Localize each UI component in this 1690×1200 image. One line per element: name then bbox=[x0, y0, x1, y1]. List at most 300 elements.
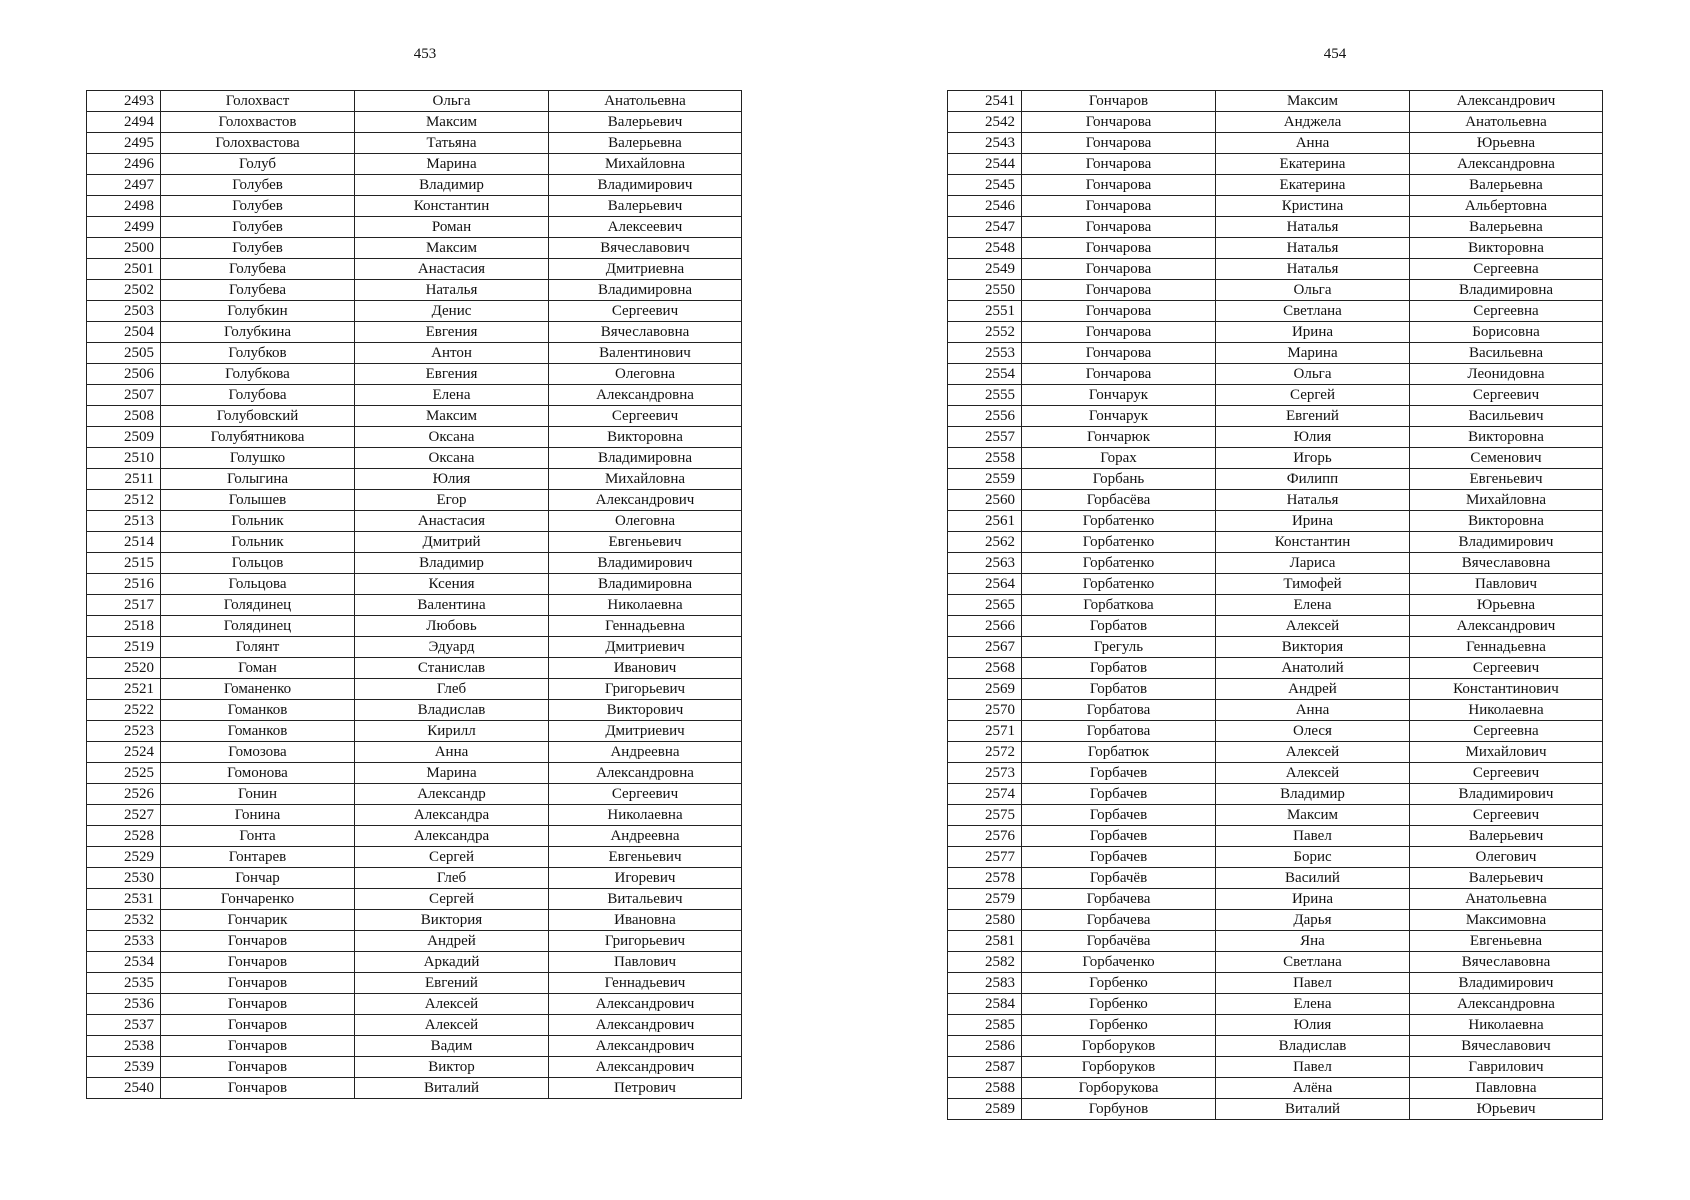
table-row bbox=[948, 553, 1603, 574]
last-name-cell: Гомозова bbox=[161, 742, 355, 763]
last-name-cell: Горбачев bbox=[1022, 847, 1216, 868]
table-row bbox=[87, 553, 742, 574]
last-name-cell: Горбунов bbox=[1022, 1099, 1216, 1120]
patronymic-cell: Михайлович bbox=[1410, 742, 1603, 763]
first-name-cell: Егор bbox=[355, 490, 549, 511]
patronymic-cell: Вячеславовна bbox=[1410, 952, 1603, 973]
table-row bbox=[87, 700, 742, 721]
table-row bbox=[87, 805, 742, 826]
table-row bbox=[948, 658, 1603, 679]
patronymic-cell: Михайловна bbox=[549, 154, 742, 175]
row-number-cell: 2586 bbox=[948, 1036, 1022, 1057]
patronymic-cell: Валерьевич bbox=[1410, 868, 1603, 889]
last-name-cell: Гончаров bbox=[161, 1015, 355, 1036]
first-name-cell: Светлана bbox=[1216, 301, 1410, 322]
first-name-cell: Оксана bbox=[355, 448, 549, 469]
row-number-cell: 2518 bbox=[87, 616, 161, 637]
first-name-cell: Кристина bbox=[1216, 196, 1410, 217]
last-name-cell: Горбенко bbox=[1022, 1015, 1216, 1036]
last-name-cell: Голубовский bbox=[161, 406, 355, 427]
first-name-cell: Анна bbox=[355, 742, 549, 763]
row-number-cell: 2502 bbox=[87, 280, 161, 301]
patronymic-cell: Александрович bbox=[549, 490, 742, 511]
last-name-cell: Гончаров bbox=[1022, 91, 1216, 112]
table-row bbox=[948, 1036, 1603, 1057]
patronymic-cell: Валентинович bbox=[549, 343, 742, 364]
table-row bbox=[948, 721, 1603, 742]
register-table-body bbox=[87, 91, 742, 1099]
last-name-cell: Горбачев bbox=[1022, 805, 1216, 826]
table-row bbox=[948, 91, 1603, 112]
table-row bbox=[948, 700, 1603, 721]
last-name-cell: Гончарова bbox=[1022, 175, 1216, 196]
patronymic-cell: Сергеевич bbox=[549, 784, 742, 805]
first-name-cell: Анна bbox=[1216, 700, 1410, 721]
last-name-cell: Голубкина bbox=[161, 322, 355, 343]
patronymic-cell: Вячеславович bbox=[549, 238, 742, 259]
first-name-cell: Наталья bbox=[1216, 490, 1410, 511]
patronymic-cell: Дмитриевич bbox=[549, 721, 742, 742]
row-number-cell: 2507 bbox=[87, 385, 161, 406]
first-name-cell: Максим bbox=[355, 406, 549, 427]
row-number-cell: 2542 bbox=[948, 112, 1022, 133]
row-number-cell: 2525 bbox=[87, 763, 161, 784]
table-row bbox=[87, 91, 742, 112]
row-number-cell: 2569 bbox=[948, 679, 1022, 700]
row-number-cell: 2572 bbox=[948, 742, 1022, 763]
patronymic-cell: Борисовна bbox=[1410, 322, 1603, 343]
row-number-cell: 2585 bbox=[948, 1015, 1022, 1036]
last-name-cell: Горбатова bbox=[1022, 721, 1216, 742]
row-number-cell: 2570 bbox=[948, 700, 1022, 721]
row-number-cell: 2513 bbox=[87, 511, 161, 532]
table-row bbox=[948, 343, 1603, 364]
row-number-cell: 2493 bbox=[87, 91, 161, 112]
patronymic-cell: Валерьевна bbox=[1410, 217, 1603, 238]
table-row bbox=[948, 448, 1603, 469]
row-number-cell: 2497 bbox=[87, 175, 161, 196]
first-name-cell: Марина bbox=[355, 154, 549, 175]
first-name-cell: Елена bbox=[355, 385, 549, 406]
last-name-cell: Гончарова bbox=[1022, 154, 1216, 175]
last-name-cell: Горборуков bbox=[1022, 1036, 1216, 1057]
table-row bbox=[87, 322, 742, 343]
row-number-cell: 2537 bbox=[87, 1015, 161, 1036]
row-number-cell: 2584 bbox=[948, 994, 1022, 1015]
row-number-cell: 2529 bbox=[87, 847, 161, 868]
first-name-cell: Марина bbox=[355, 763, 549, 784]
table-row bbox=[948, 679, 1603, 700]
first-name-cell: Елена bbox=[1216, 994, 1410, 1015]
table-row bbox=[948, 490, 1603, 511]
patronymic-cell: Сергеевич bbox=[1410, 658, 1603, 679]
patronymic-cell: Владимировна bbox=[549, 448, 742, 469]
last-name-cell: Горах bbox=[1022, 448, 1216, 469]
row-number-cell: 2531 bbox=[87, 889, 161, 910]
last-name-cell: Гончарова bbox=[1022, 238, 1216, 259]
table-row bbox=[948, 154, 1603, 175]
patronymic-cell: Вячеславовна bbox=[549, 322, 742, 343]
table-row bbox=[87, 1057, 742, 1078]
patronymic-cell: Викторовна bbox=[1410, 511, 1603, 532]
first-name-cell: Александра bbox=[355, 826, 549, 847]
first-name-cell: Валентина bbox=[355, 595, 549, 616]
row-number-cell: 2577 bbox=[948, 847, 1022, 868]
first-name-cell: Ольга bbox=[1216, 364, 1410, 385]
last-name-cell: Гончаров bbox=[161, 973, 355, 994]
first-name-cell: Юлия bbox=[1216, 427, 1410, 448]
patronymic-cell: Николаевна bbox=[549, 595, 742, 616]
last-name-cell: Гончарова bbox=[1022, 133, 1216, 154]
first-name-cell: Любовь bbox=[355, 616, 549, 637]
patronymic-cell: Николаевна bbox=[1410, 700, 1603, 721]
patronymic-cell: Евгеньевич bbox=[1410, 469, 1603, 490]
patronymic-cell: Валерьевич bbox=[549, 112, 742, 133]
patronymic-cell: Вячеславович bbox=[1410, 1036, 1603, 1057]
last-name-cell: Голохвастов bbox=[161, 112, 355, 133]
row-number-cell: 2516 bbox=[87, 574, 161, 595]
table-row bbox=[948, 847, 1603, 868]
table-row bbox=[87, 616, 742, 637]
row-number-cell: 2501 bbox=[87, 259, 161, 280]
row-number-cell: 2511 bbox=[87, 469, 161, 490]
first-name-cell: Сергей bbox=[355, 889, 549, 910]
first-name-cell: Анатолий bbox=[1216, 658, 1410, 679]
last-name-cell: Гончарова bbox=[1022, 301, 1216, 322]
row-number-cell: 2499 bbox=[87, 217, 161, 238]
table-row bbox=[948, 826, 1603, 847]
row-number-cell: 2578 bbox=[948, 868, 1022, 889]
patronymic-cell: Григорьевич bbox=[549, 931, 742, 952]
row-number-cell: 2522 bbox=[87, 700, 161, 721]
first-name-cell: Анастасия bbox=[355, 511, 549, 532]
last-name-cell: Гонина bbox=[161, 805, 355, 826]
last-name-cell: Гончар bbox=[161, 868, 355, 889]
last-name-cell: Голядинец bbox=[161, 595, 355, 616]
row-number-cell: 2498 bbox=[87, 196, 161, 217]
patronymic-cell: Викторовна bbox=[1410, 427, 1603, 448]
table-row bbox=[948, 532, 1603, 553]
patronymic-cell: Анатольевна bbox=[1410, 112, 1603, 133]
last-name-cell: Голубев bbox=[161, 238, 355, 259]
row-number-cell: 2568 bbox=[948, 658, 1022, 679]
row-number-cell: 2558 bbox=[948, 448, 1022, 469]
first-name-cell: Ирина bbox=[1216, 889, 1410, 910]
last-name-cell: Голубев bbox=[161, 175, 355, 196]
first-name-cell: Виктория bbox=[1216, 637, 1410, 658]
patronymic-cell: Константинович bbox=[1410, 679, 1603, 700]
first-name-cell: Станислав bbox=[355, 658, 549, 679]
first-name-cell: Ирина bbox=[1216, 511, 1410, 532]
patronymic-cell: Васильевич bbox=[1410, 406, 1603, 427]
row-number-cell: 2562 bbox=[948, 532, 1022, 553]
first-name-cell: Екатерина bbox=[1216, 154, 1410, 175]
register-table-body bbox=[948, 91, 1603, 1120]
patronymic-cell: Александрович bbox=[549, 1057, 742, 1078]
patronymic-cell: Александрович bbox=[1410, 616, 1603, 637]
table-row bbox=[87, 448, 742, 469]
last-name-cell: Гончарик bbox=[161, 910, 355, 931]
last-name-cell: Горборукова bbox=[1022, 1078, 1216, 1099]
last-name-cell: Грегуль bbox=[1022, 637, 1216, 658]
table-row bbox=[87, 385, 742, 406]
first-name-cell: Олеся bbox=[1216, 721, 1410, 742]
first-name-cell: Татьяна bbox=[355, 133, 549, 154]
table-row bbox=[87, 721, 742, 742]
patronymic-cell: Сергеевна bbox=[1410, 721, 1603, 742]
last-name-cell: Горбатенко bbox=[1022, 574, 1216, 595]
patronymic-cell: Ивановна bbox=[549, 910, 742, 931]
last-name-cell: Голубятникова bbox=[161, 427, 355, 448]
row-number-cell: 2560 bbox=[948, 490, 1022, 511]
row-number-cell: 2503 bbox=[87, 301, 161, 322]
row-number-cell: 2508 bbox=[87, 406, 161, 427]
patronymic-cell: Павлович bbox=[1410, 574, 1603, 595]
last-name-cell: Голубкин bbox=[161, 301, 355, 322]
row-number-cell: 2556 bbox=[948, 406, 1022, 427]
first-name-cell: Виктор bbox=[355, 1057, 549, 1078]
patronymic-cell: Александровна bbox=[1410, 994, 1603, 1015]
row-number-cell: 2589 bbox=[948, 1099, 1022, 1120]
row-number-cell: 2554 bbox=[948, 364, 1022, 385]
first-name-cell: Евгения bbox=[355, 322, 549, 343]
last-name-cell: Гольцов bbox=[161, 553, 355, 574]
table-row bbox=[948, 112, 1603, 133]
last-name-cell: Горбатенко bbox=[1022, 553, 1216, 574]
first-name-cell: Ольга bbox=[355, 91, 549, 112]
table-row bbox=[87, 427, 742, 448]
first-name-cell: Екатерина bbox=[1216, 175, 1410, 196]
last-name-cell: Гончарова bbox=[1022, 259, 1216, 280]
table-row bbox=[87, 574, 742, 595]
patronymic-cell: Владимирович bbox=[549, 553, 742, 574]
table-row bbox=[948, 742, 1603, 763]
row-number-cell: 2533 bbox=[87, 931, 161, 952]
table-row bbox=[87, 1036, 742, 1057]
table-row bbox=[948, 301, 1603, 322]
patronymic-cell: Николаевна bbox=[1410, 1015, 1603, 1036]
patronymic-cell: Михайловна bbox=[549, 469, 742, 490]
patronymic-cell: Евгеньевич bbox=[549, 532, 742, 553]
last-name-cell: Голубева bbox=[161, 259, 355, 280]
table-row bbox=[87, 784, 742, 805]
table-row bbox=[87, 511, 742, 532]
row-number-cell: 2541 bbox=[948, 91, 1022, 112]
row-number-cell: 2552 bbox=[948, 322, 1022, 343]
table-row bbox=[948, 994, 1603, 1015]
page-number: 454 bbox=[1323, 46, 1347, 62]
first-name-cell: Максим bbox=[355, 238, 549, 259]
table-row bbox=[87, 406, 742, 427]
table-row bbox=[948, 259, 1603, 280]
first-name-cell: Андрей bbox=[1216, 679, 1410, 700]
row-number-cell: 2527 bbox=[87, 805, 161, 826]
table-row bbox=[948, 910, 1603, 931]
table-row bbox=[948, 952, 1603, 973]
first-name-cell: Тимофей bbox=[1216, 574, 1410, 595]
table-row bbox=[87, 910, 742, 931]
first-name-cell: Владимир bbox=[355, 175, 549, 196]
last-name-cell: Горбаткова bbox=[1022, 595, 1216, 616]
patronymic-cell: Владимирович bbox=[1410, 973, 1603, 994]
last-name-cell: Гольник bbox=[161, 532, 355, 553]
last-name-cell: Голышев bbox=[161, 490, 355, 511]
table-row bbox=[87, 238, 742, 259]
first-name-cell: Аркадий bbox=[355, 952, 549, 973]
table-row bbox=[87, 679, 742, 700]
last-name-cell: Горбатюк bbox=[1022, 742, 1216, 763]
last-name-cell: Горбатенко bbox=[1022, 511, 1216, 532]
last-name-cell: Голянт bbox=[161, 637, 355, 658]
last-name-cell: Горбачев bbox=[1022, 826, 1216, 847]
row-number-cell: 2582 bbox=[948, 952, 1022, 973]
last-name-cell: Гоманков bbox=[161, 700, 355, 721]
first-name-cell: Вадим bbox=[355, 1036, 549, 1057]
row-number-cell: 2536 bbox=[87, 994, 161, 1015]
first-name-cell: Сергей bbox=[1216, 385, 1410, 406]
row-number-cell: 2528 bbox=[87, 826, 161, 847]
patronymic-cell: Петрович bbox=[549, 1078, 742, 1099]
first-name-cell: Константин bbox=[1216, 532, 1410, 553]
table-row bbox=[948, 1078, 1603, 1099]
patronymic-cell: Анатольевна bbox=[1410, 889, 1603, 910]
patronymic-cell: Юрьевна bbox=[1410, 595, 1603, 616]
first-name-cell: Евгения bbox=[355, 364, 549, 385]
row-number-cell: 2523 bbox=[87, 721, 161, 742]
row-number-cell: 2545 bbox=[948, 175, 1022, 196]
table-row bbox=[948, 763, 1603, 784]
row-number-cell: 2504 bbox=[87, 322, 161, 343]
first-name-cell: Кирилл bbox=[355, 721, 549, 742]
patronymic-cell: Сергеевич bbox=[1410, 805, 1603, 826]
patronymic-cell: Анатольевна bbox=[549, 91, 742, 112]
first-name-cell: Наталья bbox=[1216, 238, 1410, 259]
row-number-cell: 2583 bbox=[948, 973, 1022, 994]
row-number-cell: 2574 bbox=[948, 784, 1022, 805]
row-number-cell: 2532 bbox=[87, 910, 161, 931]
row-number-cell: 2510 bbox=[87, 448, 161, 469]
first-name-cell: Наталья bbox=[1216, 217, 1410, 238]
table-row bbox=[87, 364, 742, 385]
table-row bbox=[87, 595, 742, 616]
table-row bbox=[87, 532, 742, 553]
table-row bbox=[948, 175, 1603, 196]
last-name-cell: Голохваст bbox=[161, 91, 355, 112]
patronymic-cell: Валерьевна bbox=[549, 133, 742, 154]
last-name-cell: Гончаров bbox=[161, 1057, 355, 1078]
page-number: 453 bbox=[413, 46, 437, 62]
row-number-cell: 2546 bbox=[948, 196, 1022, 217]
table-row bbox=[948, 238, 1603, 259]
first-name-cell: Максим bbox=[355, 112, 549, 133]
row-number-cell: 2517 bbox=[87, 595, 161, 616]
last-name-cell: Горбенко bbox=[1022, 994, 1216, 1015]
first-name-cell: Евгений bbox=[355, 973, 549, 994]
last-name-cell: Горбатенко bbox=[1022, 532, 1216, 553]
row-number-cell: 2555 bbox=[948, 385, 1022, 406]
table-row bbox=[87, 742, 742, 763]
row-number-cell: 2566 bbox=[948, 616, 1022, 637]
row-number-cell: 2557 bbox=[948, 427, 1022, 448]
first-name-cell: Евгений bbox=[1216, 406, 1410, 427]
row-number-cell: 2544 bbox=[948, 154, 1022, 175]
table-row bbox=[87, 175, 742, 196]
last-name-cell: Гоманков bbox=[161, 721, 355, 742]
row-number-cell: 2559 bbox=[948, 469, 1022, 490]
row-number-cell: 2571 bbox=[948, 721, 1022, 742]
patronymic-cell: Викторовна bbox=[549, 427, 742, 448]
table-row bbox=[948, 469, 1603, 490]
table-row bbox=[948, 574, 1603, 595]
table-row bbox=[948, 385, 1603, 406]
patronymic-cell: Викторович bbox=[549, 700, 742, 721]
first-name-cell: Александра bbox=[355, 805, 549, 826]
row-number-cell: 2495 bbox=[87, 133, 161, 154]
table-row bbox=[87, 469, 742, 490]
row-number-cell: 2539 bbox=[87, 1057, 161, 1078]
patronymic-cell: Иванович bbox=[549, 658, 742, 679]
first-name-cell: Анастасия bbox=[355, 259, 549, 280]
row-number-cell: 2564 bbox=[948, 574, 1022, 595]
patronymic-cell: Сергеевич bbox=[549, 301, 742, 322]
row-number-cell: 2524 bbox=[87, 742, 161, 763]
patronymic-cell: Александрович bbox=[1410, 91, 1603, 112]
table-row bbox=[87, 301, 742, 322]
first-name-cell: Алёна bbox=[1216, 1078, 1410, 1099]
row-number-cell: 2514 bbox=[87, 532, 161, 553]
first-name-cell: Борис bbox=[1216, 847, 1410, 868]
table-row bbox=[948, 511, 1603, 532]
patronymic-cell: Евгеньевна bbox=[1410, 931, 1603, 952]
first-name-cell: Виталий bbox=[355, 1078, 549, 1099]
first-name-cell: Алексей bbox=[1216, 742, 1410, 763]
patronymic-cell: Александровна bbox=[1410, 154, 1603, 175]
table-row bbox=[948, 217, 1603, 238]
patronymic-cell: Григорьевич bbox=[549, 679, 742, 700]
table-row bbox=[87, 931, 742, 952]
last-name-cell: Гончарова bbox=[1022, 343, 1216, 364]
last-name-cell: Гонтарев bbox=[161, 847, 355, 868]
table-row bbox=[948, 1057, 1603, 1078]
table-row bbox=[948, 931, 1603, 952]
table-row bbox=[948, 868, 1603, 889]
row-number-cell: 2576 bbox=[948, 826, 1022, 847]
patronymic-cell: Сергеевич bbox=[549, 406, 742, 427]
first-name-cell: Яна bbox=[1216, 931, 1410, 952]
first-name-cell: Павел bbox=[1216, 1057, 1410, 1078]
patronymic-cell: Александровна bbox=[549, 763, 742, 784]
row-number-cell: 2575 bbox=[948, 805, 1022, 826]
row-number-cell: 2553 bbox=[948, 343, 1022, 364]
first-name-cell: Павел bbox=[1216, 826, 1410, 847]
patronymic-cell: Олеговна bbox=[549, 364, 742, 385]
first-name-cell: Василий bbox=[1216, 868, 1410, 889]
last-name-cell: Гончарова bbox=[1022, 217, 1216, 238]
row-number-cell: 2588 bbox=[948, 1078, 1022, 1099]
last-name-cell: Гончаров bbox=[161, 931, 355, 952]
row-number-cell: 2551 bbox=[948, 301, 1022, 322]
table-row bbox=[948, 889, 1603, 910]
patronymic-cell: Владимировна bbox=[549, 574, 742, 595]
table-row bbox=[87, 154, 742, 175]
row-number-cell: 2521 bbox=[87, 679, 161, 700]
patronymic-cell: Дмитриевна bbox=[549, 259, 742, 280]
table-row bbox=[87, 196, 742, 217]
table-row bbox=[948, 280, 1603, 301]
patronymic-cell: Леонидовна bbox=[1410, 364, 1603, 385]
row-number-cell: 2534 bbox=[87, 952, 161, 973]
table-row bbox=[948, 1099, 1603, 1120]
